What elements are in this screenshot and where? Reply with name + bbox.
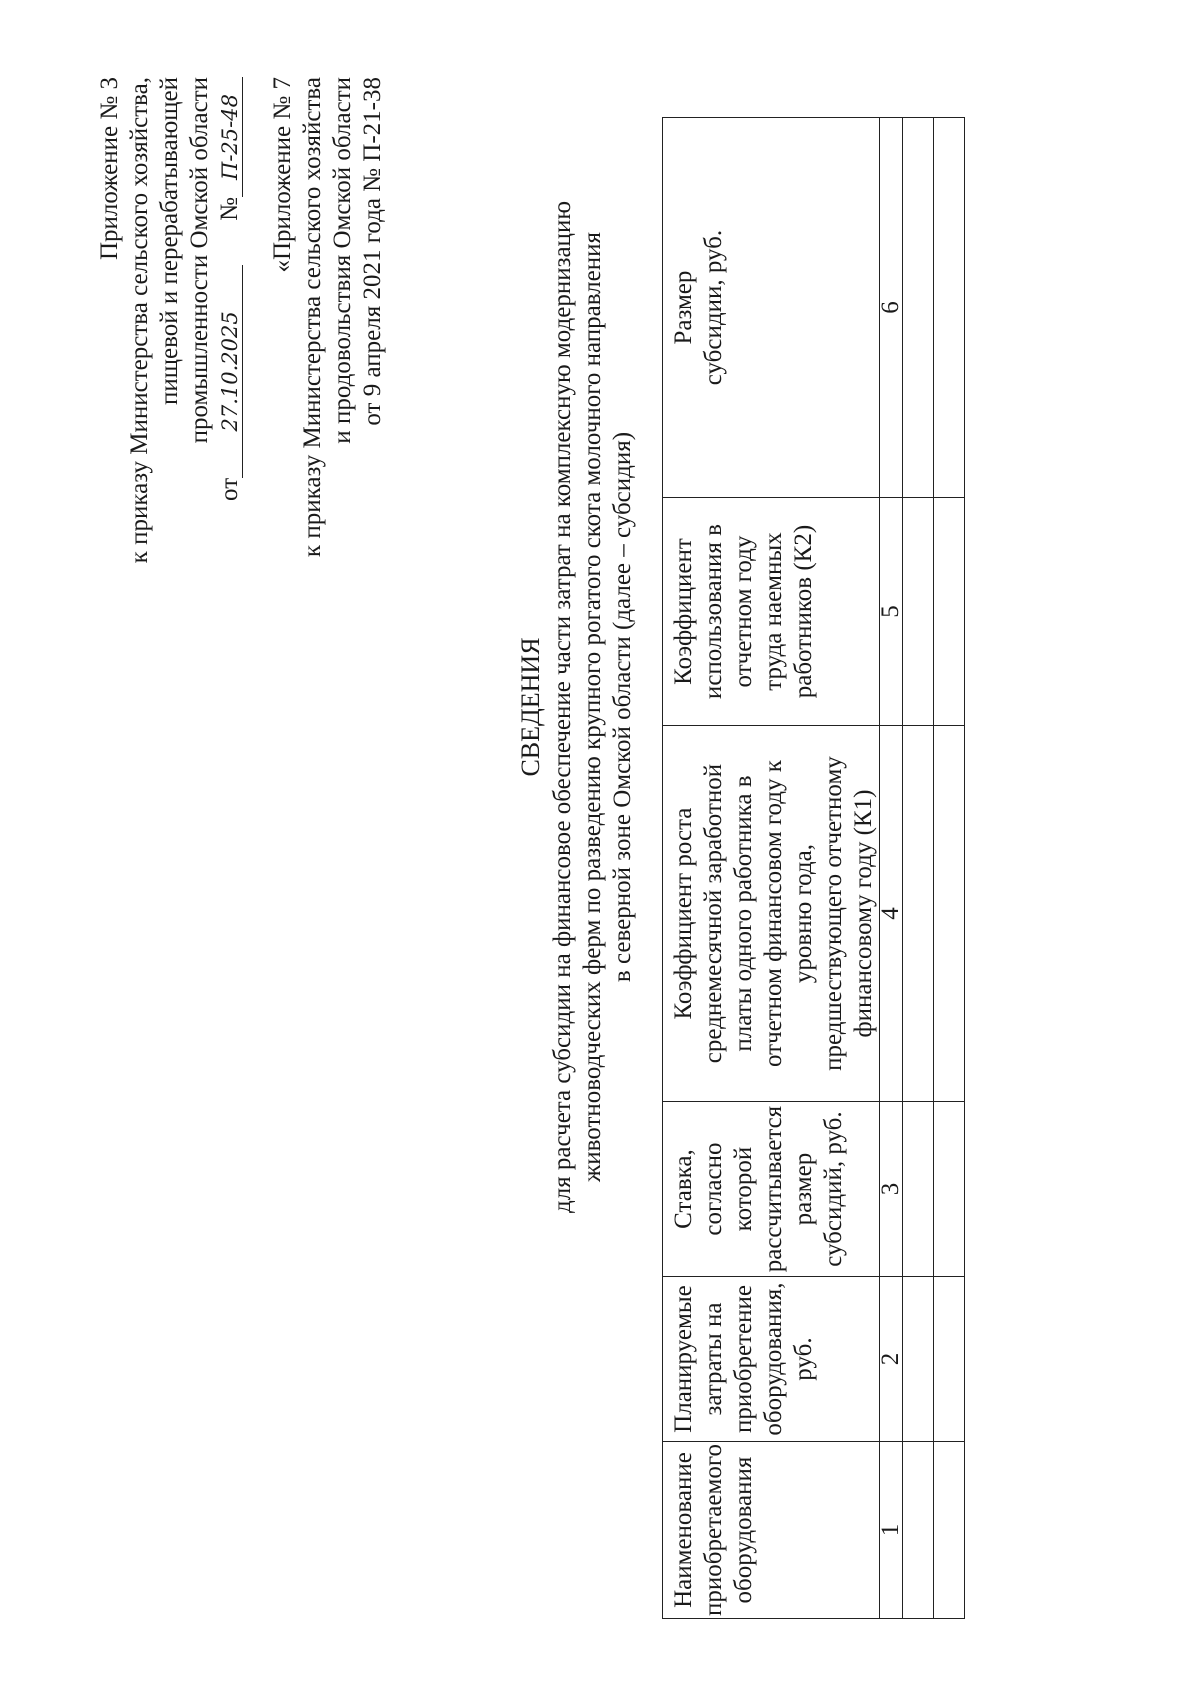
empty-cell [934, 498, 965, 726]
column-number: 1 [880, 1442, 903, 1619]
column-number: 4 [880, 726, 903, 1102]
empty-cell [934, 726, 965, 1102]
appendix-old [268, 77, 388, 637]
appendix-new-date-line [215, 77, 245, 637]
empty-cell [934, 1442, 965, 1619]
empty-cell [903, 498, 934, 726]
column-number: 6 [880, 118, 903, 498]
appendix-new-line: пищевой и перерабатывающей [156, 77, 183, 406]
column-number: 5 [880, 498, 903, 726]
document-title: СВЕДЕНИЯ [516, 637, 545, 777]
empty-cell [903, 726, 934, 1102]
handwritten-date: 27.10.2025 [218, 265, 243, 478]
header-cell: Коэффициент использования в отчетном году труда наемных работников (К2) [663, 498, 880, 726]
table-row [903, 118, 934, 1619]
table-row [934, 118, 965, 1619]
heading-line: для расчета субсидии на финансовое обеспечение части затрат на комплексную модернизацию [549, 201, 576, 1214]
appendix-old-line: от 9 апреля 2021 года № П-21-38 [359, 77, 386, 426]
header-cell: Коэффициент роста среднемесячной заработной платы одного работника в отчетном финансовом году к уровню года, предшествующего отчетному финансовому году (К1) [663, 726, 880, 1102]
empty-cell [934, 1102, 965, 1277]
heading-line: в северной зоне Омской области (далее – субсидия) [609, 431, 636, 983]
empty-cell [903, 1442, 934, 1619]
appendix-old-line: к приказу Министерства сельского хозяйства [299, 77, 326, 558]
number-prefix: № [216, 197, 243, 221]
empty-cell [903, 118, 934, 498]
date-prefix: от [216, 477, 243, 501]
appendix-old-title: «Приложение № 7 [269, 77, 296, 273]
subsidy-table [662, 117, 965, 1619]
column-number: 3 [880, 1102, 903, 1277]
appendix-new-line: к приказу Министерства сельского хозяйства, [126, 77, 153, 564]
handwritten-number: П-25-48 [218, 77, 243, 197]
heading-line: животноводческих ферм по разведению крупного рогатого скота молочного направления [579, 232, 606, 1182]
appendix-new [95, 77, 245, 637]
empty-cell [903, 1277, 934, 1442]
empty-cell [934, 118, 965, 498]
header-cell: Ставка, согласно которой рассчитывается размер субсидий, руб. [663, 1102, 880, 1277]
document-heading [516, 107, 638, 1307]
appendix-new-title: Приложение № 3 [96, 77, 123, 261]
column-number-row [880, 118, 903, 1619]
empty-cell [903, 1102, 934, 1277]
header-cell: Планируемые затраты на приобретение оборудования, руб. [663, 1277, 880, 1442]
appendix-new-line: промышленности Омской области [186, 77, 213, 444]
header-cell: Наименование приобретаемого оборудования [663, 1442, 880, 1619]
table-header-row [663, 118, 880, 1619]
header-cell: Размер субсидии, руб. [663, 118, 880, 498]
column-number: 2 [880, 1277, 903, 1442]
empty-cell [934, 1277, 965, 1442]
appendix-old-line: и продовольствия Омской области [329, 77, 356, 444]
